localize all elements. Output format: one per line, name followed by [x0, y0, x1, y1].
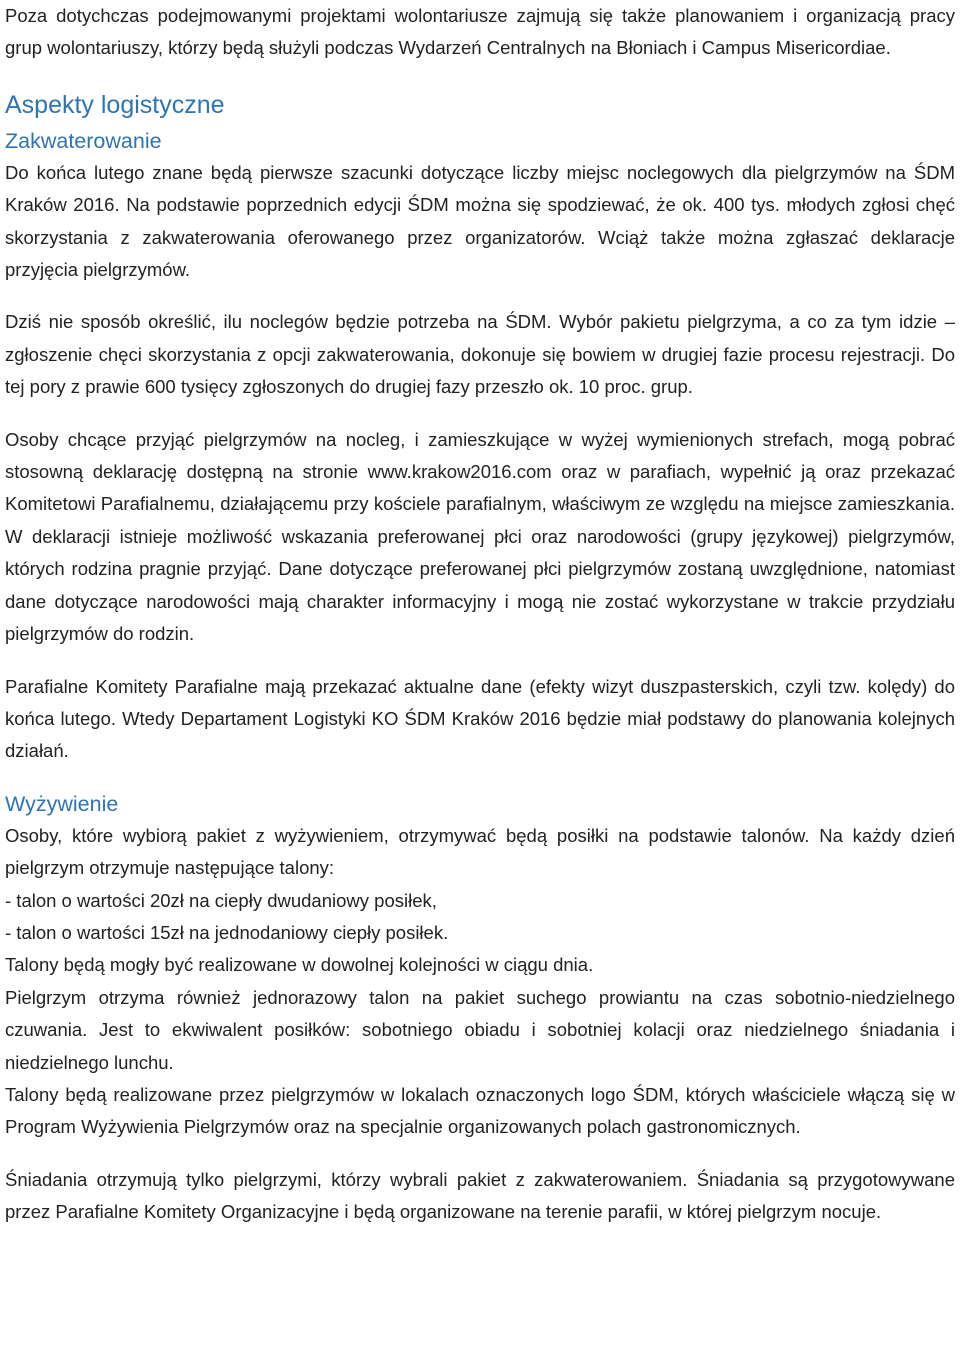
intro-paragraph: Poza dotychczas podejmowanymi projektami wolontariusze zajmują się także planowaniem i organizacją pracy grup wolontariuszy, którzy będą służyli podczas Wydarzeń Centralnych na Błoniach i Campus Misericordiae.: [5, 5, 955, 59]
zakwaterowanie-paragraph-1: Do końca lutego znane będą pierwsze szacunki dotyczące liczby miejsc noclegowych dla pielgrzymów na ŚDM Kraków 2016. Na podstawie poprzednich edycji ŚDM można się spodziewać, że ok. 400 tys. młodych zgłosi chęć skorzystania z zakwaterowania oferowanego przez organizatorów. Wciąż także można zgłaszać deklaracje przyjęcia pielgrzymów.: [5, 161, 955, 281]
zakwaterowanie-paragraph-3: Osoby chcące przyjąć pielgrzymów na nocleg, i zamieszkujące w wyżej wymienionych strefach, mogą pobrać stosowną deklarację dostępną na stronie www.krakow2016.com oraz w parafiach, wypełnić ją oraz przekazać Komitetowi Parafialnemu, działającemu przy kościele parafialnym, właściwym ze względu na miejsce zamieszkania. W deklaracji istnieje możliwość wskazania preferowanej płci oraz narodowości (grupy językowej) pielgrzymów, których rodzina pragnie przyjąć. Dane dotyczące preferowanej płci pielgrzymów zostaną uwzględnione, natomiast dane dotyczące narodowości mają charakter informacyjny i mogą nie zostać wykorzystane w trakcie przydziału pielgrzymów do rodzin.: [5, 428, 955, 645]
talon-list-item-2: - talon o wartości 15zł na jednodaniowy ciepły posiłek.: [5, 921, 449, 943]
wyzywienie-paragraph-5: Śniadania otrzymują tylko pielgrzymi, którzy wybrali pakiet z zakwaterowaniem. Śniadania są przygotowywane przez Parafialne Komitety Organizacyjne i będą organizowane na terenie parafii, w której pielgrzym nocuje.: [5, 1168, 955, 1223]
talon-list-item-1: - talon o wartości 20zł na ciepły dwudaniowy posiłek,: [5, 889, 437, 911]
subsection-heading-wyzywienie: Wyżywienie: [5, 791, 119, 816]
wyzywienie-paragraph-2: Talony będą mogły być realizowane w dowolnej kolejności w ciągu dnia.: [5, 954, 594, 976]
wyzywienie-paragraph-3: Pielgrzym otrzyma również jednorazowy talon na pakiet suchego prowiantu na czas sobotnio-niedzielnego czuwania. Jest to ekwiwalent posiłków: sobotniego obiadu i sobotniej kolacji oraz niedzielnego śniadania i niedzielnego lunchu.: [5, 986, 955, 1073]
zakwaterowanie-paragraph-2: Dziś nie sposób określić, ilu noclegów będzie potrzeba na ŚDM. Wybór pakietu pielgrzyma, a co za tym idzie – zgłoszenie chęci skorzystania z opcji zakwaterowania, dokonuje się bowiem w drugiej fazie procesu rejestracji. Do tej pory z prawie 600 tysięcy zgłoszonych do drugiej fazy przeszło ok. 10 proc. grup.: [5, 311, 955, 398]
zakwaterowanie-paragraph-4: Parafialne Komitety Parafialne mają przekazać aktualne dane (efekty wizyt duszpasterskich, czyli tzw. kolędy) do końca lutego. Wtedy Departament Logistyki KO ŚDM Kraków 2016 będzie miał podstawy do planowania kolejnych działań.: [5, 675, 955, 762]
section-heading-aspekty: Aspekty logistyczne: [5, 90, 225, 119]
subsection-heading-zakwaterowanie: Zakwaterowanie: [5, 128, 162, 153]
document-page: [5, 0, 955, 1229]
wyzywienie-paragraph-4: Talony będą realizowane przez pielgrzymów w lokalach oznaczonych logo ŚDM, których właściciele włączą się w Program Wyżywienia Pielgrzymów oraz na specjalnie organizowanych polach gastronomicznych.: [5, 1083, 955, 1138]
wyzywienie-paragraph-1: Osoby, które wybiorą pakiet z wyżywieniem, otrzymywać będą posiłki na podstawie talonów. Na każdy dzień pielgrzym otrzymuje następujące talony:: [5, 824, 955, 879]
